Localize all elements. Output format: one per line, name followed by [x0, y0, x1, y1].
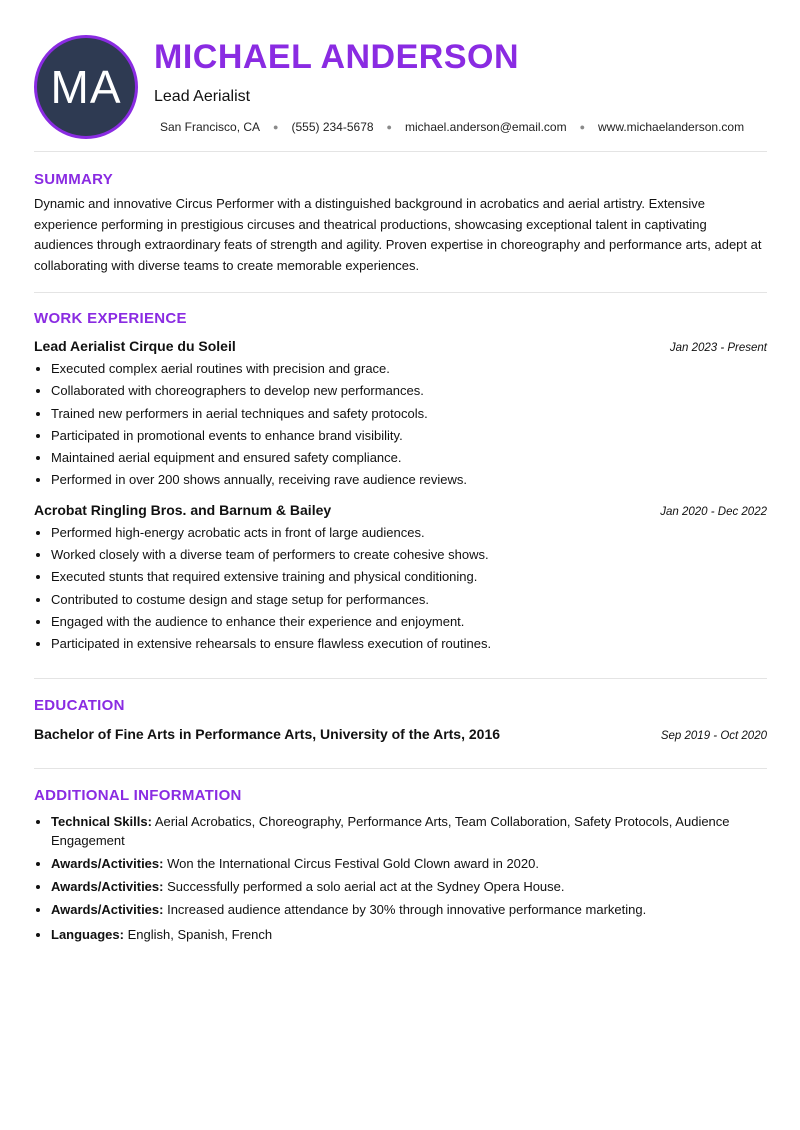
list-item [51, 877, 767, 896]
experience-section [34, 293, 767, 679]
job-title: Lead Aerialist Cirque du Soleil [34, 338, 236, 354]
contact-info [160, 120, 744, 134]
job-title: Acrobat Ringling Bros. and Barnum & Bailey [34, 501, 332, 518]
candidate-role: Lead Aerialist [154, 88, 251, 105]
item-text: Aerial Acrobatics, Choreography, Performance Arts, Team Collaboration, Safety Protocols, Audience Engagement [51, 813, 730, 848]
list-item [51, 900, 767, 919]
additional-section [34, 769, 767, 944]
job-date: Jan 2023 - Present [669, 342, 767, 354]
item-text: English, Spanish, French [123, 926, 273, 942]
list-item: • Maintained aerial equipment and ensured safety compliance. [51, 447, 767, 469]
list-item [51, 925, 767, 944]
list-item [51, 812, 767, 850]
list-item: • Collaborated with choreographers to develop new performances. [51, 380, 767, 402]
additional-list [34, 812, 767, 944]
contact-phone: (555) 234-5678 [291, 120, 374, 134]
list-item: • Worked closely with a diverse team of performers to create cohesive shows. [51, 544, 767, 566]
summary-section [34, 152, 767, 293]
education-entry [34, 726, 767, 742]
section-title-experience: WORK EXPERIENCE [34, 310, 187, 327]
item-label: Awards/Activities: [51, 878, 164, 894]
bullet-separator-icon: ● [273, 122, 279, 132]
item-label: Awards/Activities: [51, 901, 164, 917]
list-item: • Contributed to costume design and stage setup for performances. [51, 589, 767, 611]
section-title-education: EDUCATION [34, 696, 125, 714]
list-item: • Performed in over 200 shows annually, receiving rave audience reviews. [51, 469, 767, 491]
section-title-summary: SUMMARY [34, 171, 114, 188]
item-label: Awards/Activities: [51, 855, 164, 871]
education-section [34, 679, 767, 769]
list-item [51, 854, 767, 873]
education-degree: Bachelor of Fine Arts in Performance Arts, University of the Arts, 2016 [34, 725, 501, 742]
job-entry [34, 502, 767, 656]
job-entry [34, 338, 767, 492]
contact-website: www.michaelanderson.com [598, 120, 745, 134]
list-item: • Executed stunts that required extensive training and physical conditioning. [51, 566, 767, 588]
list-item: • Performed high-energy acrobatic acts in front of large audiences. [51, 522, 767, 544]
summary-text: Dynamic and innovative Circus Performer with a distinguished background in acrobatics and aerial artistry. Extensive experience performing in prestigious circuses and theatrical productions, showcasing exceptional talent in captivating audiences through extraordinary feats of strength and agility. Proven expertise in choreography and performance arts, adept at collaborating with diverse teams to create memorable experiences. [34, 196, 762, 273]
candidate-name: MICHAEL ANDERSON [154, 38, 520, 76]
bullet-separator-icon: ● [579, 122, 586, 132]
section-title-additional: ADDITIONAL INFORMATION [34, 786, 242, 804]
list-item: • Participated in promotional events to enhance brand visibility. [51, 425, 767, 447]
list-item: • Trained new performers in aerial techniques and safety protocols. [51, 403, 767, 425]
resume-header [34, 0, 767, 152]
job-header [34, 338, 767, 354]
job-bullets [34, 522, 767, 656]
item-text: Increased audience attendance by 30% through innovative performance marketing. [163, 901, 647, 917]
job-header [34, 502, 767, 518]
list-item: • Participated in extensive rehearsals to ensure flawless execution of routines. [51, 633, 767, 655]
avatar-initials: MA [50, 61, 122, 113]
item-label: Technical Skills: [51, 813, 152, 829]
job-date: Jan 2020 - Dec 2022 [660, 505, 767, 518]
avatar [34, 35, 138, 139]
bullet-separator-icon: ● [386, 122, 392, 132]
contact-location: San Francisco, CA [160, 120, 261, 134]
education-date: Sep 2019 - Oct 2020 [660, 729, 767, 742]
list-item: • Executed complex aerial routines with precision and grace. [51, 358, 767, 380]
contact-email: michael.anderson@email.com [404, 120, 567, 134]
item-text: Successfully performed a solo aerial act at the Sydney Opera House. [163, 878, 565, 894]
list-item: • Engaged with the audience to enhance their experience and enjoyment. [51, 611, 767, 633]
item-label: Languages: [51, 926, 124, 942]
job-bullets [34, 358, 767, 492]
item-text: Won the International Circus Festival Gold Clown award in 2020. [163, 855, 539, 871]
